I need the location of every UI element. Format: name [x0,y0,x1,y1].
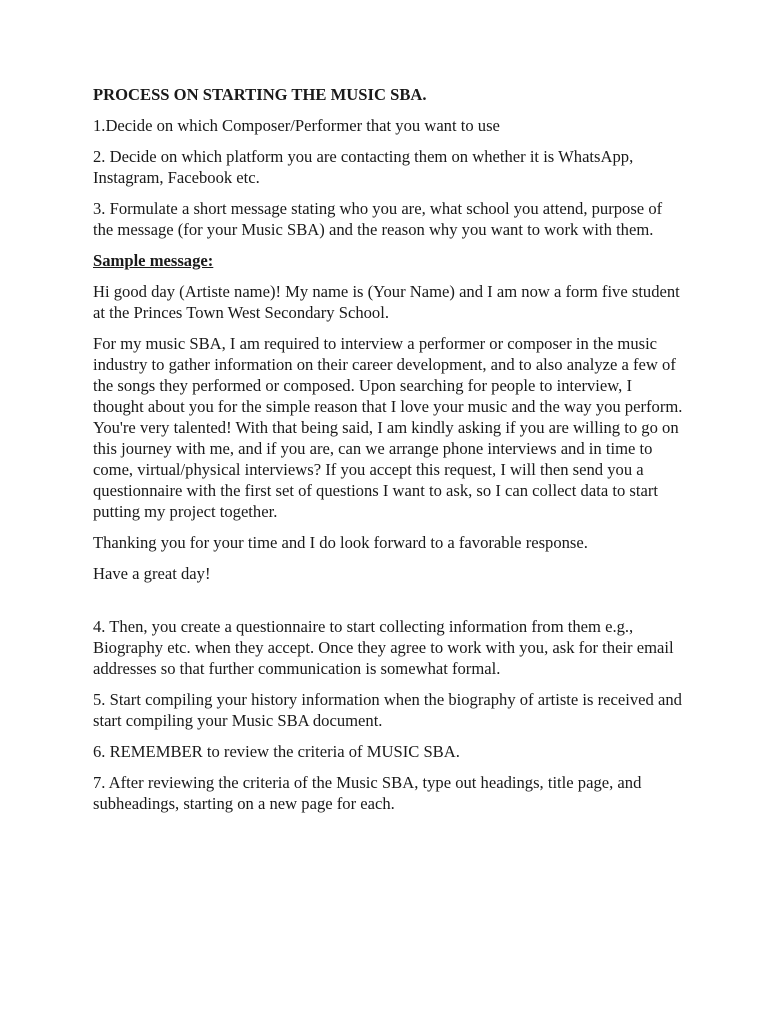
sample-thanks: Thanking you for your time and I do look forward to a favorable response. [93,533,588,552]
section-spacer [93,594,683,616]
sample-closing: Have a great day! [93,564,211,583]
step-6: 6. REMEMBER to review the criteria of MUSIC SBA. [93,742,460,761]
document-title: PROCESS ON STARTING THE MUSIC SBA. [93,85,427,104]
sample-body: For my music SBA, I am required to interview a performer or composer in the music industry to gather information on their career development, and to also analyze a few of the songs they performed or composed. Upon searching for people to interview, I thought about you for the simple reason that I love your music and the way you perform. You're very talented! With that being said, I am kindly asking if you are willing to go on this journey with me, and if you are, can we arrange phone interviews and in time to come, virtual/physical interviews? If you accept this request, I will then send you a questionnaire with the first set of questions I want to ask, so I can collect data to start putting my project together. [93,334,683,521]
step-3: 3. Formulate a short message stating who you are, what school you attend, purpose of the message (for your Music SBA) and the reason why you want to work with them. [93,199,663,239]
step-2: 2. Decide on which platform you are contacting them on whether it is WhatsApp, Instagram, Facebook etc. [93,147,634,187]
sample-greeting: Hi good day (Artiste name)! My name is (Your Name) and I am now a form five student at the Princes Town West Secondary School. [93,282,680,322]
step-5: 5. Start compiling your history information when the biography of artiste is received and start compiling your Music SBA document. [93,690,682,730]
step-1: 1.Decide on which Composer/Performer that you want to use [93,116,500,135]
sample-message-heading: Sample message: [93,251,214,270]
document-page [93,84,683,824]
step-4: 4. Then, you create a questionnaire to start collecting information from them e.g., Biography etc. when they accept. Once they agree to work with you, ask for their email addresses so that further communication is somewhat formal. [93,617,674,678]
step-7: 7. After reviewing the criteria of the Music SBA, type out headings, title page, and subheadings, starting on a new page for each. [93,773,642,813]
